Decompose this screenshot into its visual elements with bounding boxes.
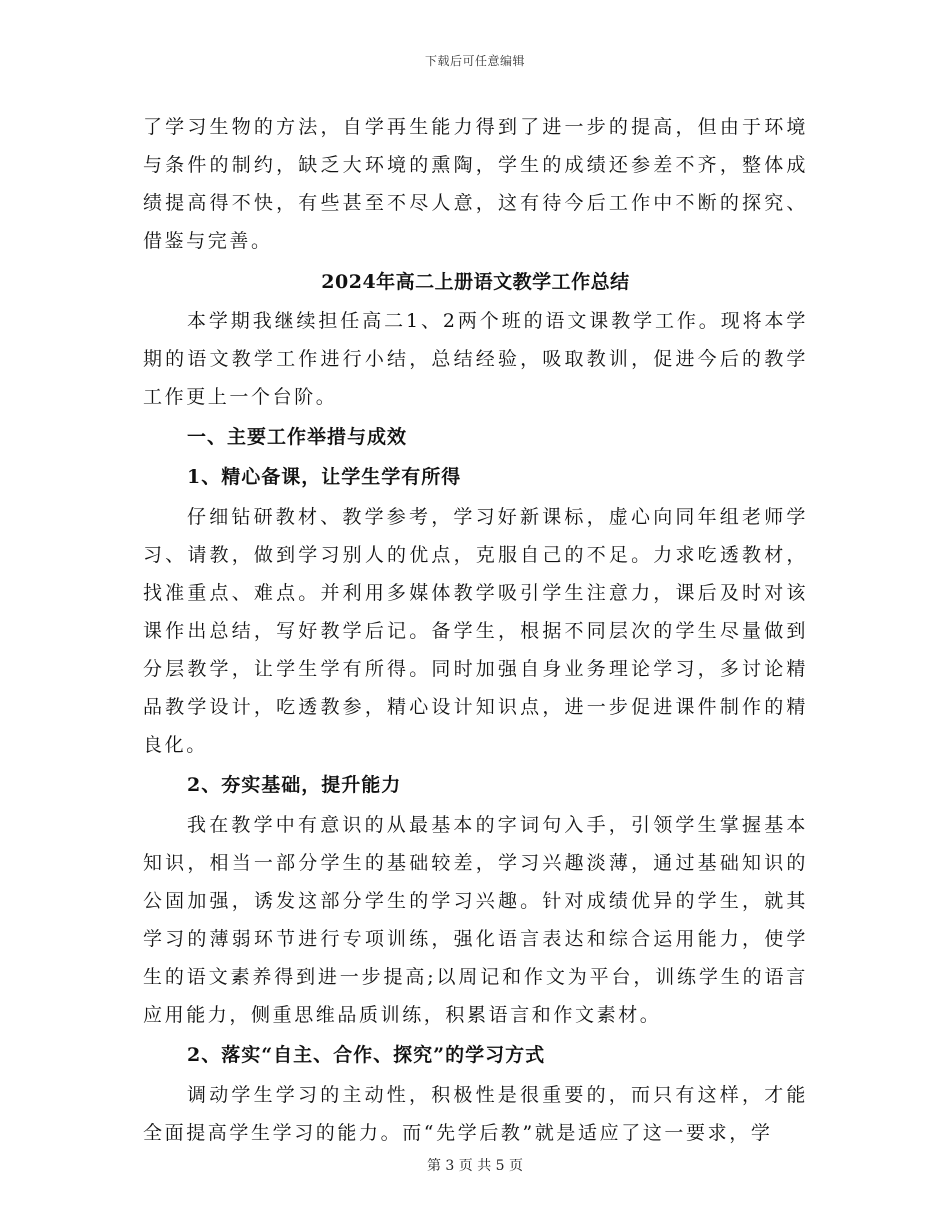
subsection-heading-2: 2、夯实基础，提升能力 — [187, 774, 402, 796]
page-footer: 第 3 页 共 5 页 — [426, 1158, 524, 1174]
opening-paragraph: 本学期我继续担任高二1、2两个班的语文课教学工作。现将本学期的语文教学工作进行小结，总结经验，吸取教训，促进今后的教学工作更上一个台阶。 — [143, 310, 808, 408]
subsection-heading-3: 2、落实“自主、合作、探究”的学习方式 — [187, 1044, 546, 1066]
intro-paragraph: 了学习生物的方法，自学再生能力得到了进一步的提高，但由于环境与条件的制约，缺乏大环境的熏陶，学生的成绩还参差不齐，整体成绩提高得不快，有些甚至不尽人意，这有待今后工作中不断的探究、借鉴与完善。 — [143, 116, 808, 252]
subsection-paragraph-3: 调动学生学习的主动性，积极性是很重要的，而只有这样，才能全面提高学生学习的能力。而“先学后教”就是适应了这一要求，学 — [143, 1084, 808, 1144]
subsection-paragraph-1: 仔细钻研教材、教学参考，学习好新课标，虚心向同年组老师学习、请教，做到学习别人的优点，克服自己的不足。力求吃透教材，找准重点、难点。并利用多媒体教学吸引学生注意力，课后及时对该课作出总结，写好教学后记。备学生，根据不同层次的学生尽量做到分层教学，让学生学有所得。同时加强自身业务理论学习，多讨论精品教学设计，吃透教参，精心设计知识点，进一步促进课件制作的精良化。 — [143, 506, 808, 756]
page-header: 下载后可任意编辑 — [424, 54, 525, 68]
section-heading-1: 一、主要工作举措与成效 — [187, 426, 408, 448]
subsection-heading-1: 1、精心备课，让学生学有所得 — [187, 466, 462, 488]
subsection-paragraph-2: 我在教学中有意识的从最基本的字词句入手，引领学生掌握基本知识，相当一部分学生的基础较差，学习兴趣淡薄，通过基础知识的公固加强，诱发这部分学生的学习兴趣。针对成绩优异的学生，就其学习的薄弱环节进行专项训练，强化语言表达和综合运用能力，使学生的语文素养得到进一步提高;以周记和作文为平台，训练学生的语言应用能力，侧重思维品质训练，积累语言和作文素材。 — [143, 814, 808, 1026]
document-title: 2024年高二上册语文教学工作总结 — [321, 271, 630, 293]
document-body — [143, 108, 808, 1152]
